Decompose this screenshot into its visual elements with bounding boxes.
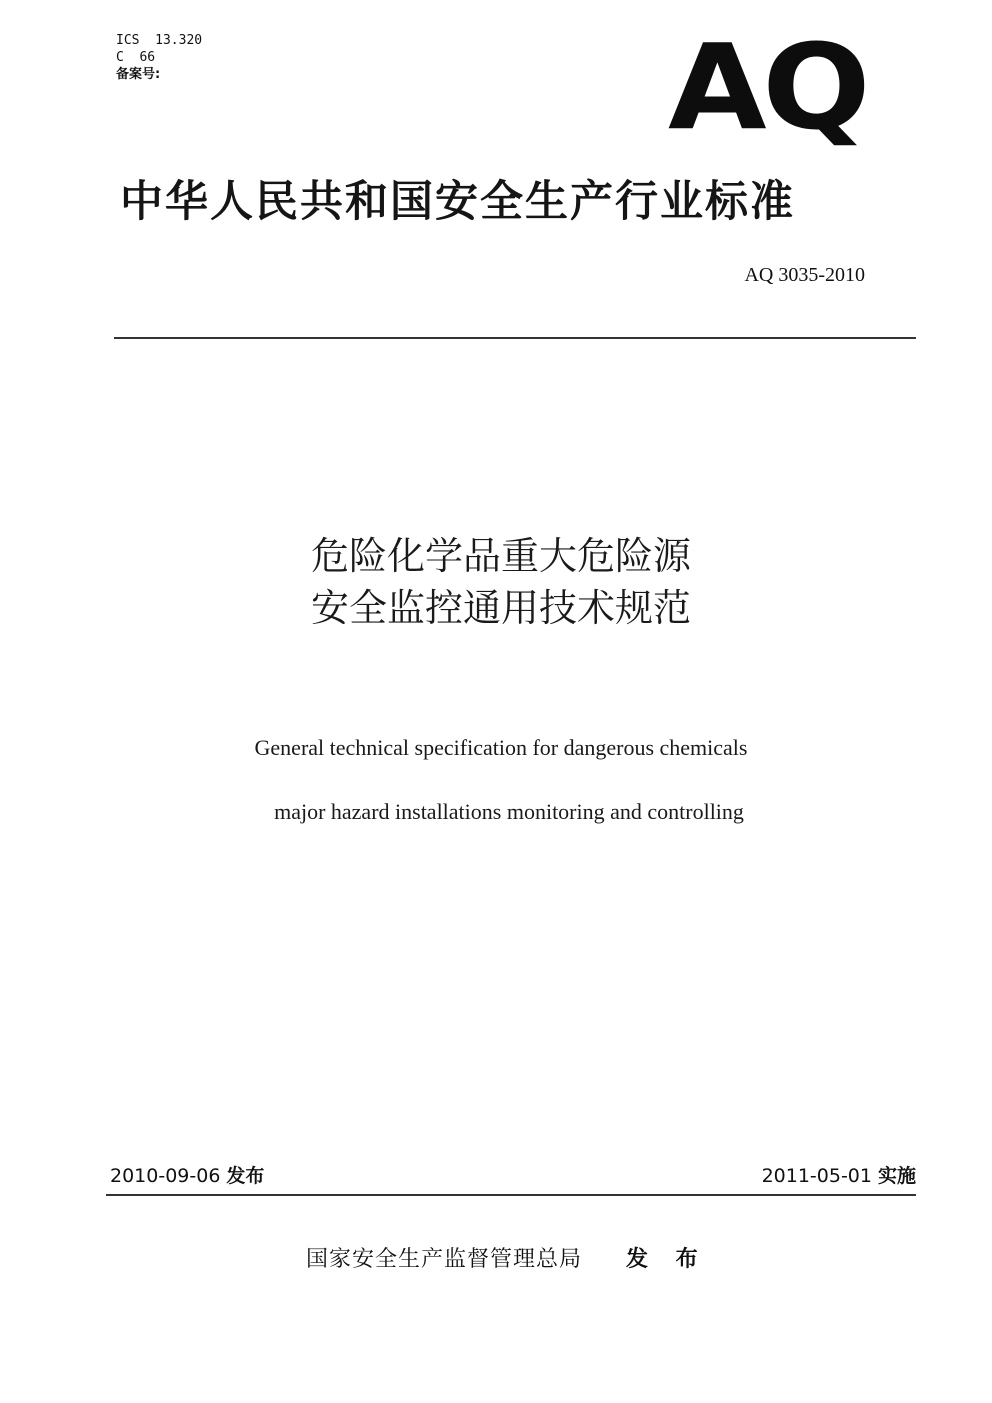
english-title-line-2: major hazard installations monitoring and controlling [274,799,744,824]
implementation-date: 2011-05-01 [761,1165,872,1187]
ics-code: ICS 13.320 [116,33,203,48]
ccs-code: C 66 [116,50,156,65]
english-title-line-1: General technical specification for dangerous chemicals [254,735,748,760]
standard-number: AQ 3035-2010 [744,264,865,286]
classification-block [116,32,202,83]
top-divider [114,337,916,339]
implementation-label: 实施 [877,1165,916,1187]
aq-logo: AQ [668,18,867,156]
record-number-label: 备案号: [116,67,161,82]
standard-category-title: 中华人民共和国安全生产行业标准 [120,177,795,227]
bottom-divider [106,1194,916,1196]
implementation-date-block [762,1163,916,1189]
chinese-title-line-2: 安全监控通用技术规范 [310,586,691,630]
issue-label: 发布 [226,1165,265,1187]
publisher-action: 发 布 [626,1247,708,1272]
publisher-block [306,1244,708,1276]
chinese-title [0,530,992,634]
publisher-name: 国家安全生产监督管理总局 [306,1247,583,1272]
issue-date: 2010-09-06 [110,1165,221,1187]
chinese-title-line-1: 危险化学品重大危险源 [310,534,691,578]
issue-date-block [110,1163,264,1189]
